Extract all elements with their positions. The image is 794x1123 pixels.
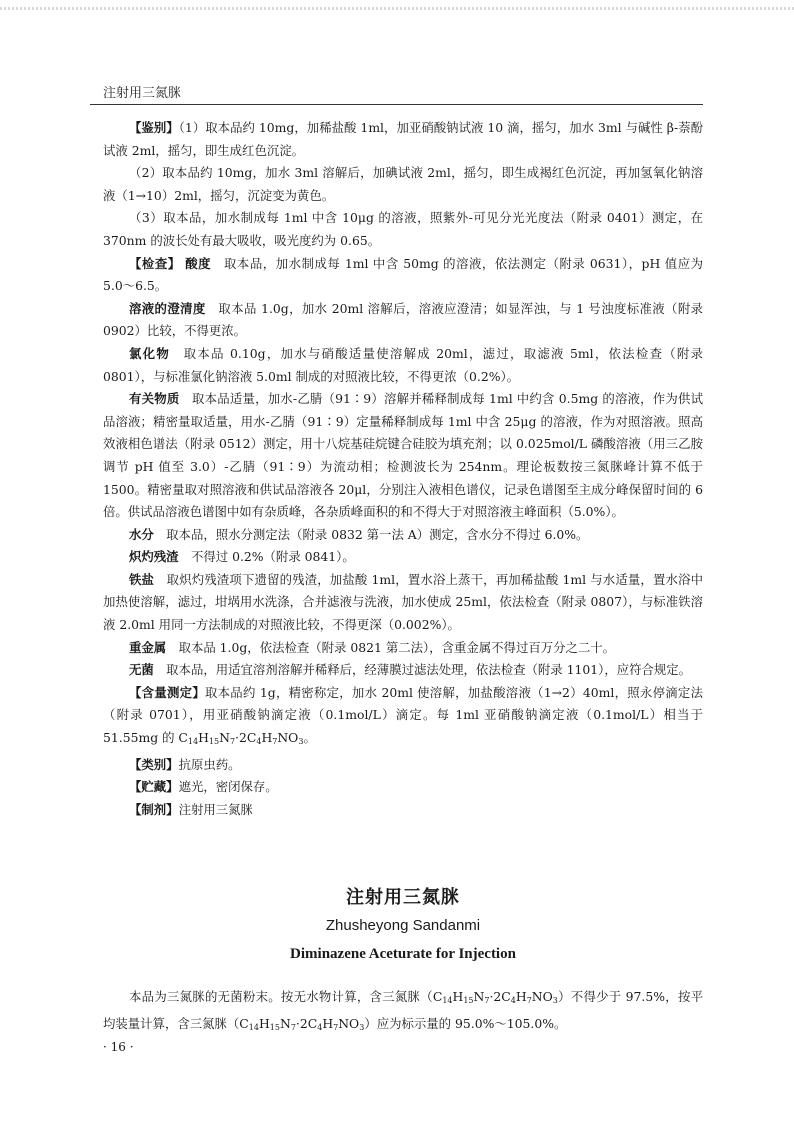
monograph-body bbox=[103, 117, 703, 821]
preparation-heading: 【制剂】 bbox=[129, 801, 179, 817]
water-label: 水分 bbox=[129, 526, 154, 542]
category-heading: 【类别】 bbox=[129, 756, 179, 772]
residue-paragraph: 炽灼残渣 不得过 0.2%（附录 0841）。 bbox=[129, 549, 355, 565]
storage-paragraph: 【贮藏】遮光，密闭保存。 bbox=[129, 779, 278, 795]
heavy-metals-paragraph: 重金属 取本品 1.0g，依法检查（附录 0821 第二法），含重金属不得过百万分之二十。 bbox=[129, 639, 616, 655]
monograph-title-block bbox=[103, 884, 703, 966]
running-head: 注射用三氮脒 bbox=[103, 86, 182, 101]
assay-paragraph: 【含量测定】取本品约 1g，精密称定，加水 20ml 使溶解，加盐酸溶液（1→2）40ml，照永停滴定法（附录 0701），用亚硝酸钠滴定液（0.1mol/L）滴定。每 1ml 亚硝酸钠滴定液（0.1mol/L）相当于 51.55mg 的 $C_{14}H_{15}N_7\cdot 2C_4H_7NO_3$。 bbox=[103, 684, 703, 747]
monograph-title-english: Diminazene Aceturate for Injection bbox=[290, 946, 516, 962]
sterility-paragraph: 无菌 取本品，用适宜溶剂溶解并稀释后，经薄膜过滤法处理，依法检查（附录 1101），应符合规定。 bbox=[129, 662, 692, 678]
clarity-label: 溶液的澄清度 bbox=[129, 300, 206, 316]
top-border-rule bbox=[0, 7, 794, 10]
iron-paragraph: 铁盐 取炽灼残渣项下遗留的残渣，加盐酸 1ml，置水浴上蒸干，再加稀盐酸 1ml 与水适量，置水浴中加热使溶解，滤过，坩埚用水洗涤，合并滤液与洗液，加水使成 25ml，依法检查（附录 0807），与标准铁溶液 2.0ml 用同一方法制成的对照液比较，不得更深（0.002%）。 bbox=[103, 571, 704, 633]
category-paragraph: 【类别】抗原虫药。 bbox=[129, 756, 241, 772]
residue-label: 炽灼残渣 bbox=[129, 549, 179, 565]
intro-paragraph: 本品为三氮脒的无菌粉末。按无水物计算，含三氮脒$(C_{14}H_{15}N_7\cdot 2C_4H_7NO_3)$不得少于 97.5%，按平均装量计算，含三氮脒$(C_{14}H_{15}N_7\cdot 2C_4H_7NO_3)$应为标示量的 95.0%～105.0%。 bbox=[103, 989, 703, 1032]
assay-heading: 【含量测定】 bbox=[129, 684, 205, 700]
molecular-formula: $C_{14}H_{15}N_7\cdot 2C_4H_7NO_3$ bbox=[178, 730, 304, 747]
molecular-formula: $C_{14}H_{15}N_7\cdot 2C_4H_7NO_3$ bbox=[239, 1016, 365, 1032]
storage-heading: 【贮藏】 bbox=[129, 779, 179, 795]
identification-p3: （3）取本品，加水制成每 1ml 中含 10μg 的溶液，照紫外-可见分光光度法（附录 0401）测定，在 370nm 的波长处有最大吸收，吸光度约为 0.65。 bbox=[103, 210, 703, 248]
related-substances-paragraph: 有关物质 取本品适量，加水-乙腈（91∶9）溶解并稀释制成每 1ml 中约含 0.5mg 的溶液，作为供试品溶液；精密量取适量，用水-乙腈（91∶9）定量稀释制成每 1ml 中含 25μg 的溶液，作为对照溶液。照高效液相色谱法（附录 0512）测定，用十八烷基硅烷键合硅胶为填充剂；以 0.025mol/L 磷酸溶液（用三乙胺调节 pH 值至 3.0）-乙腈（91∶9）为流动相；检测波长为 254nm。理论板数按三氮脒峰计算不低于 1500。精密量取对照溶液和供试品溶液各 20μl，分别注入液相色谱仪，记录色谱图至主成分峰保留时间的 6 倍。供试品溶液色谱图中如有杂质峰，各杂质峰面积的和不得大于对照溶液主峰面积（5.0%）。 bbox=[103, 391, 703, 520]
identification-heading: 【鉴别】 bbox=[129, 120, 179, 135]
heavy-metals-label: 重金属 bbox=[129, 639, 167, 655]
monograph-title-pinyin: Zhusheyong Sandanmi bbox=[325, 917, 481, 934]
molecular-formula: $C_{14}H_{15}N_7\cdot 2C_4H_7NO_3$ bbox=[432, 989, 558, 1005]
clarity-paragraph: 溶液的澄清度 取本品 1.0g，加水 20ml 溶解后，溶液应澄清；如显浑浊，与 1 号浊度标准液（附录 0902）比较，不得更浓。 bbox=[103, 300, 703, 339]
related-substances-label: 有关物质 bbox=[129, 391, 180, 407]
water-paragraph: 水分 取本品，照水分测定法（附录 0832 第一法 A）测定，含水分不得过 6.0%。 bbox=[129, 526, 589, 542]
page-number: · 16 · bbox=[103, 1040, 134, 1054]
acidity-label: 酸度 bbox=[185, 255, 212, 271]
header-rule bbox=[90, 104, 703, 105]
sterility-label: 无菌 bbox=[129, 662, 154, 678]
identification-p1: 【鉴别】（1）取本品约 10mg，加稀盐酸 1ml，加亚硝酸钠试液 10 滴，摇匀，加水 3ml 与碱性 β-萘酚试液 2ml，摇匀，即生成红色沉淀。 bbox=[103, 120, 704, 158]
examination-heading: 【检查】 bbox=[129, 255, 181, 271]
identification-p2: （2）取本品约 10mg，加水 3ml 溶解后，加碘试液 2ml，摇匀，即生成褐红色沉淀，再加氢氧化钠溶液（1→10）2ml，摇匀，沉淀变为黄色。 bbox=[103, 165, 703, 203]
acidity-paragraph: 【检查】 酸度 取本品，加水制成每 1ml 中含 50mg 的溶液，依法测定（附录 0631），pH 值应为 5.0～6.5。 bbox=[103, 255, 704, 294]
monograph-title-chinese: 注射用三氮脒 bbox=[346, 887, 460, 908]
monograph-intro bbox=[103, 985, 703, 1039]
preparation-paragraph: 【制剂】注射用三氮脒 bbox=[129, 801, 253, 817]
chloride-label: 氯化物 bbox=[129, 345, 171, 361]
chloride-paragraph: 氯化物 取本品 0.10g，加水与硝酸适量使溶解成 20ml，滤过，取滤液 5ml，依法检查（附录 0801），与标准氯化钠溶液 5.0ml 制成的对照液比较，不得更浓（0.2%）。 bbox=[103, 345, 704, 384]
iron-label: 铁盐 bbox=[129, 571, 155, 587]
